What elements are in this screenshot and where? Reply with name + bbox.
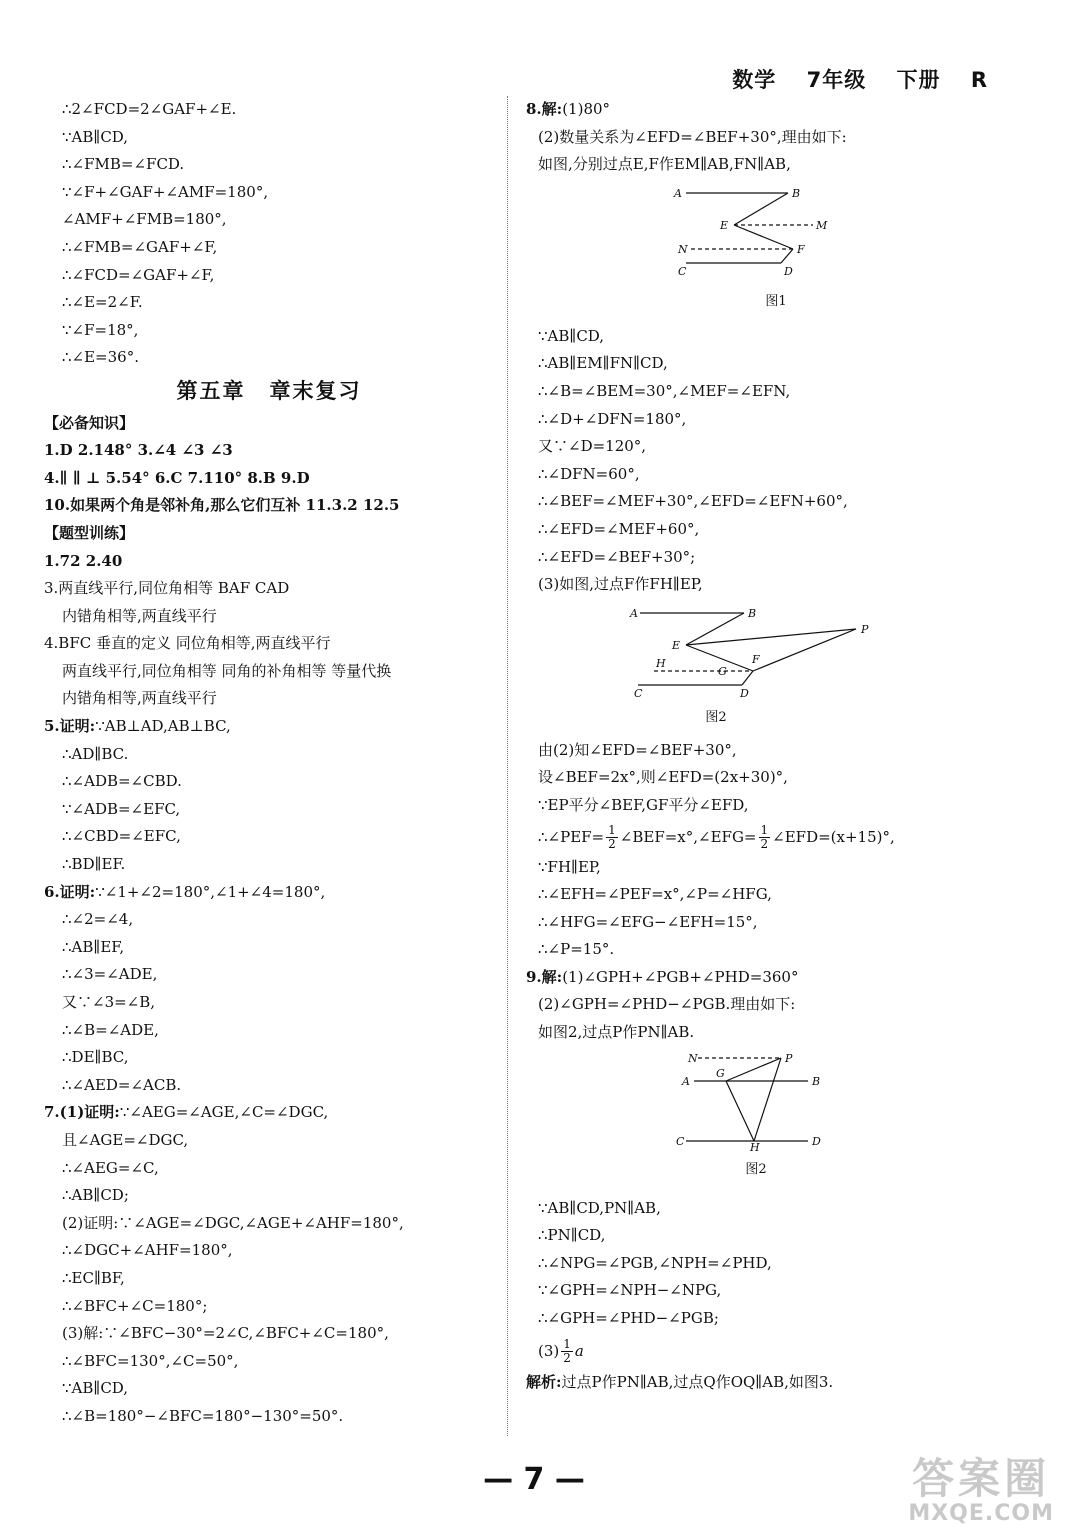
fig1-label: D [784,264,793,278]
text-line: 且∠AGE=∠DGC, [62,1130,189,1149]
question-label: 6.证明: [44,882,96,901]
text-line: ∴∠B=180°−∠BFC=180°−130°=50°. [62,1406,344,1425]
analysis-label: 解析: [526,1372,562,1391]
numerator: 1 [760,823,769,837]
text-line: ∴∠P=15°. [538,940,615,959]
text-line: 设∠BEF=2x°,则∠EFD=(2x+30)°, [538,768,788,787]
text-line: ∴∠BFC+∠C=180°; [62,1296,208,1315]
fig3-label: C [676,1134,685,1148]
fig1-label: N [678,242,688,256]
text-line: ∴∠EFD=∠MEF+60°, [538,519,700,538]
answer-line: 内错角相等,两直线平行 [62,689,217,708]
text-line: (3)如图,过点F作FH∥EP, [538,575,703,594]
text-line: ∴∠AEG=∠C, [62,1158,159,1177]
text-line: ∵AB∥CD, [62,127,129,146]
chapter-number: 第五章 [176,378,246,403]
header-volume: 下册 [896,68,941,92]
question-label: 9.解: [526,967,563,986]
denominator: 2 [563,1351,571,1366]
page-header [710,64,988,94]
text-line: ∴DE∥BC, [62,1048,129,1067]
question-label: 5.证明: [44,717,96,736]
text-line: 由(2)知∠EFD=∠BEF+30°, [538,740,737,759]
text-line: (3)解:∵∠BFC−30°=2∠C,∠BFC+∠C=180°, [62,1324,389,1343]
figure-3-diagram [526,1051,1026,1151]
text-part: (3) [538,1341,560,1360]
fig3-label: A [682,1074,690,1088]
fig1-label: A [674,186,682,200]
text-line: ∴PN∥CD, [538,1226,606,1245]
text-line: (2)数量关系为∠EFD=∠BEF+30°,理由如下: [538,127,847,146]
fig2-label: D [740,686,749,699]
fig2-label: H [656,656,666,670]
text-line: ∵∠F=18°, [62,320,139,339]
fig2-label: F [752,652,760,666]
text-line: ∠AMF+∠FMB=180°, [62,210,227,229]
text-line: ∴∠3=∠ADE, [62,965,158,984]
text-line: 又∵∠3=∠B, [62,993,156,1011]
text-line: ∵∠1+∠2=180°,∠1+∠4=180°, [95,882,326,901]
watermark-logo [908,1456,1054,1526]
fig3-label: P [785,1051,793,1065]
variable-a: a [574,1341,584,1360]
header-edition: R [970,68,988,92]
fraction-half [606,824,618,851]
fraction-equation-line [538,820,1026,854]
text-line: 如图2,过点P作PN∥AB. [538,1023,695,1042]
text-part: ∴∠PEF= [538,827,605,846]
answer-line: 两直线平行,同位角相等 同角的补角相等 等量代换 [62,661,392,680]
text-line: ∴BD∥EF. [62,855,126,874]
text-line: (1)80° [562,100,611,118]
chapter-title [44,378,494,406]
fig3-label: G [716,1066,725,1080]
denominator: 2 [608,837,616,851]
text-line: ∴∠DGC+∠AHF=180°, [62,1241,233,1260]
column-divider [507,96,508,1436]
fig3-label: H [750,1140,760,1151]
text-line: ∴∠E=36°. [62,348,139,367]
figure-3-caption: 图2 [745,1161,767,1177]
text-line: ∵AB∥CD, [538,326,605,345]
figure-1-caption: 图1 [765,293,787,309]
fig2-label: P [861,622,869,636]
text-line: 如图,分别过点E,F作EM∥AB,FN∥AB, [538,155,791,174]
figure-2-diagram [526,603,1026,699]
text-line: (1)∠GPH+∠PGB+∠PHD=360° [562,967,799,986]
answer-line: 3.两直线平行,同位角相等 BAF CAD [44,579,290,598]
text-line: ∴AB∥EF, [62,937,125,956]
fig1-label: C [678,264,687,278]
answer-line: 4.∥ ∥ ⊥ 5.54° 6.C 7.110° 8.B 9.D [44,468,310,487]
analysis-text: 过点P作PN∥AB,过点Q作OQ∥AB,如图3. [561,1372,834,1391]
answer-line: 10.如果两个角是邻补角,那么它们互补 11.3.2 12.5 [44,496,400,515]
text-line: ∴∠EFD=∠BEF+30°; [538,547,696,566]
text-line: ∴∠GPH=∠PHD−∠PGB; [538,1309,719,1328]
text-line: ∴AB∥CD; [62,1186,129,1205]
text-line: ∵∠GPH=∠NPH−∠NPG, [538,1281,722,1300]
question-label: 7.(1)证明: [44,1103,120,1122]
header-subject: 数学 [732,68,777,92]
text-line: ∴∠ADB=∠CBD. [62,772,182,791]
text-line: ∴∠BFC=130°,∠C=50°, [62,1351,239,1370]
text-line: ∴∠E=2∠F. [62,293,143,312]
text-line: ∴∠AED=∠ACB. [62,1075,182,1094]
text-line: ∴∠B=∠ADE, [62,1020,159,1039]
text-line: ∴∠FMB=∠GAF+∠F, [62,237,218,256]
figure-1-diagram [526,183,1026,287]
text-line: ∴∠2=∠4, [62,910,134,929]
section-heading-practice: 【题型训练】 [44,523,135,542]
chapter-name: 章末复习 [269,378,362,403]
text-line: ∵AB⊥AD,AB⊥BC, [95,717,231,736]
denominator: 2 [760,837,769,851]
fig1-label: M [816,218,828,232]
text-line: ∵EP平分∠BEF,GF平分∠EFD, [538,795,749,814]
text-line: ∵AB∥CD,PN∥AB, [538,1198,661,1217]
right-column [526,96,1026,1396]
fraction-half [561,1338,573,1365]
text-line: (2)∠GPH=∠PHD−∠PGB.理由如下: [538,995,796,1014]
page-number: — 7 — [483,1462,585,1497]
fig3-label: D [812,1134,821,1148]
numerator: 1 [608,823,616,837]
fraction-half [759,824,771,851]
text-part: ∠BEF=x°,∠EFG= [619,827,757,846]
answer-line: 内错角相等,两直线平行 [62,606,217,625]
text-line: ∵∠ADB=∠EFC, [62,799,181,818]
fig2-label: E [672,638,681,652]
text-line: ∴∠DFN=60°, [538,464,640,483]
fig2-label: A [630,606,638,620]
fig1-label: F [797,242,805,256]
fig2-label: B [748,606,757,620]
figure-2-caption: 图2 [705,709,727,725]
section-heading-required-knowledge: 【必备知识】 [44,413,135,432]
continued-proof [44,96,494,372]
text-line: ∴∠FCD=∠GAF+∠F, [62,265,215,284]
text-line: ∴∠NPG=∠PGB,∠NPH=∠PHD, [538,1253,772,1272]
text-line: ∴∠B=∠BEM=30°,∠MEF=∠EFN, [538,381,791,400]
fig3-label: N [688,1051,698,1065]
text-line: ∴AD∥BC. [62,744,129,763]
answer-line: 1.D 2.148° 3.∠4 ∠3 ∠3 [44,441,233,460]
text-part: ∠EFD=(x+15)°, [772,827,895,846]
fig2-label: G [718,664,727,678]
fig3-label: B [812,1074,821,1088]
question-label: 8.解: [526,100,563,118]
text-line: ∵FH∥EP, [538,857,601,876]
text-line: ∴AB∥EM∥FN∥CD, [538,354,668,373]
text-line: ∴∠D+∠DFN=180°, [538,409,687,428]
text-line: ∴∠BEF=∠MEF+30°,∠EFD=∠EFN+60°, [538,492,848,511]
text-line: ∵∠AEG=∠AGE,∠C=∠DGC, [119,1103,329,1122]
answer-line: 4.BFC 垂直的定义 同位角相等,两直线平行 [44,634,331,653]
fraction-answer-line [538,1333,1026,1369]
text-line: ∴∠HFG=∠EFG−∠EFH=15°, [538,912,758,931]
text-line: (2)证明:∵∠AGE=∠DGC,∠AGE+∠AHF=180°, [62,1213,404,1232]
fig1-label: B [792,186,801,200]
fig2-label: C [634,686,643,699]
watermark-text: 答案圈 [912,1454,1051,1503]
numerator: 1 [563,1337,571,1352]
text-line: ∴∠FMB=∠FCD. [62,155,185,174]
text-line: ∴2∠FCD=2∠GAF+∠E. [62,100,237,118]
text-line: 又∵∠D=120°, [538,437,647,456]
answer-line: 1.72 2.40 [44,551,123,570]
text-line: ∴EC∥BF, [62,1268,125,1287]
text-line: ∵AB∥CD, [62,1379,129,1398]
fig1-label: E [720,218,729,232]
text-line: ∴∠EFH=∠PEF=x°,∠P=∠HFG, [538,885,772,904]
text-line: ∵∠F+∠GAF+∠AMF=180°, [62,182,269,201]
left-column [44,96,494,1431]
watermark-url: MXQE.COM [908,1501,1054,1526]
header-grade: 7年级 [806,68,867,92]
text-line: ∴∠CBD=∠EFC, [62,827,181,846]
